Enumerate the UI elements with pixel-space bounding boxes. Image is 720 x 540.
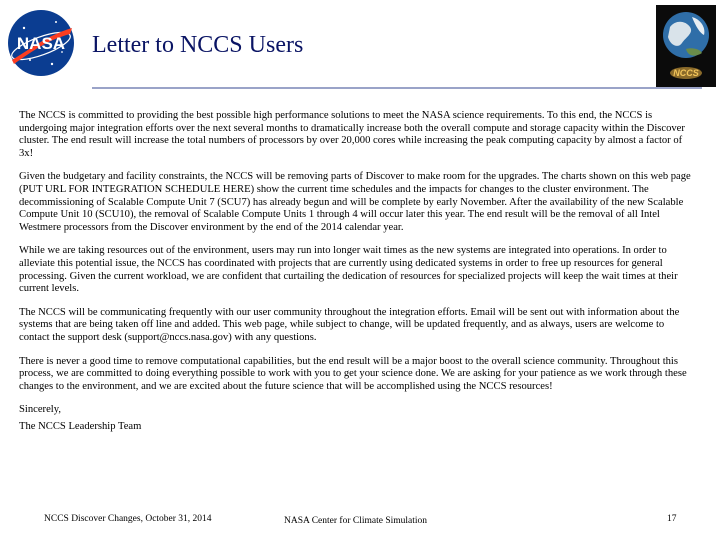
letter-paragraph-4: The NCCS will be communicating frequently with our user community throughout the integration efforts. Email will be sent out with information about the systems that are being taken off line and added. This web page, while subject to change, will be updated frequently, and as always, users are welcome to contact the support desk (support@nccs.nasa.gov) with any questions. xyxy=(19,306,680,343)
nccs-logo xyxy=(656,5,716,87)
letter-body xyxy=(19,110,691,437)
letter-closing xyxy=(19,404,691,433)
nasa-logo xyxy=(6,8,76,78)
footer-presentation-title: NCCS Discover Changes, October 31, 2014 xyxy=(44,514,212,524)
closing-signature: The NCCS Leadership Team xyxy=(19,420,142,432)
slide-title: Letter to NCCS Users xyxy=(92,32,304,58)
nccs-logo-text: NCCS xyxy=(673,68,699,78)
nasa-logo-text: NASA xyxy=(16,34,66,53)
title-divider xyxy=(92,87,702,89)
footer-organization: NASA Center for Climate Simulation xyxy=(284,516,428,526)
footer-page-number: 17 xyxy=(667,514,677,524)
letter-paragraph-2: Given the budgetary and facility constraints, the NCCS will be removing parts of Discover to make room for the upgrades. The charts shown on this web page (PUT URL FOR INTEGRATION SCHEDULE HERE) show the current time schedules and the impacts for changes to the cluster environment. The decommissioning of Scalable Compute Unit 7 (SCU7) has already begun and will be complete by early November. After the availability of the new Scalable Compute Unit 10 (SCU10), the removal of Scalable Compute Units 1 through 4 will occur later this year. The end result will be the removal of all Intel Westmere processors from the Discover environment by the end of the 2014 calendar year. xyxy=(19,171,691,233)
letter-paragraph-3: While we are taking resources out of the environment, users may run into longer wait times as the new systems are integrated into operations. In order to alleviate this potential issue, the NCCS has coordinated with projects that are currently using dedicated systems in order to free up resources for general processing. Given the current workload, we are confident that curtailing the dedication of resources for specialized projects will keep the wait times at their current levels. xyxy=(19,245,678,295)
closing-salutation: Sincerely, xyxy=(19,404,61,416)
letter-paragraph-5: There is never a good time to remove computational capabilities, but the end result will be a major boost to the overall science community. Throughout this process, we are committed to doing everything possible to work with you to get your science done. We are asking for your patience as we work through these changes to the environment, and we are excited about the future science that will be accomplished using the NCCS resources! xyxy=(19,355,687,392)
letter-paragraph-1: The NCCS is committed to providing the best possible high performance solutions to meet the NASA science requirements. To this end, the NCCS is undergoing major integration efforts over the next several months to dramatically increase both the overall compute and storage capacity within the Discover cluster. The end result will increase the total numbers of processors by over 20,000 cores while increasing the peak computing capacity by almost a factor of 3x! xyxy=(19,110,685,159)
